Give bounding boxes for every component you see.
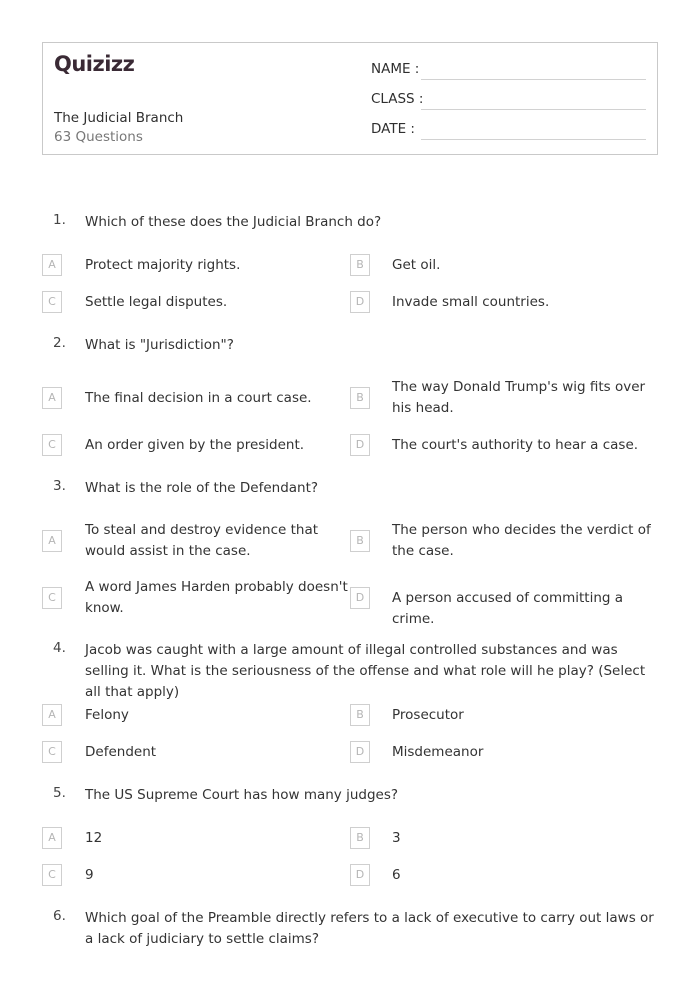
option-text: A word James Harden probably doesn't know. (85, 579, 348, 616)
option-text: The court's authority to hear a case. (392, 437, 639, 453)
question-number: 3. (53, 478, 66, 494)
question-text: What is the role of the Defendant? (85, 480, 319, 496)
class-line[interactable] (421, 109, 646, 110)
option-text: The final decision in a court case. (85, 390, 312, 406)
question-text: Which of these does the Judicial Branch do? (85, 214, 382, 230)
option-text: 3 (392, 830, 401, 846)
option-letter-box[interactable]: D (350, 291, 370, 313)
date-label: DATE : (371, 121, 415, 137)
option-letter-box[interactable]: D (350, 741, 370, 763)
option-letter-box[interactable]: B (350, 704, 370, 726)
question-number: 2. (53, 335, 66, 351)
option-letter-box[interactable]: D (350, 587, 370, 609)
option-letter-box[interactable]: C (42, 291, 62, 313)
option-text: To steal and destroy evidence that would assist in the case. (85, 522, 319, 559)
class-label: CLASS : (371, 91, 424, 107)
option-letter-box[interactable]: C (42, 587, 62, 609)
name-label: NAME : (371, 61, 420, 77)
option-letter-box[interactable]: D (350, 864, 370, 886)
quizizz-logo: Quizizz (54, 52, 135, 76)
question-text: Jacob was caught with a large amount of illegal controlled substances and was selling it. What is the seriousness of the offense and what role will he play? (Select all that apply) (85, 642, 646, 700)
option-text: Prosecutor (392, 707, 464, 723)
date-line[interactable] (421, 139, 646, 140)
option-letter-box[interactable]: D (350, 434, 370, 456)
option-letter-box[interactable]: C (42, 864, 62, 886)
option-letter-box[interactable]: B (350, 254, 370, 276)
question-number: 6. (53, 908, 66, 924)
option-text: A person accused of committing a crime. (392, 590, 624, 627)
option-letter-box[interactable]: A (42, 704, 62, 726)
question-number: 5. (53, 785, 66, 801)
question-number: 1. (53, 212, 66, 228)
question-text: What is "Jurisdiction"? (85, 337, 234, 353)
option-letter-box[interactable]: B (350, 530, 370, 552)
question-number: 4. (53, 640, 66, 656)
option-letter-box[interactable]: A (42, 254, 62, 276)
option-letter-box[interactable]: A (42, 387, 62, 409)
option-text: The person who decides the verdict of the case. (392, 522, 651, 559)
question-text: The US Supreme Court has how many judges? (85, 787, 399, 803)
option-text: 9 (85, 867, 94, 883)
option-letter-box[interactable]: C (42, 434, 62, 456)
option-text: Get oil. (392, 257, 441, 273)
option-text: An order given by the president. (85, 437, 305, 453)
option-letter-box[interactable]: A (42, 530, 62, 552)
option-text: Settle legal disputes. (85, 294, 228, 310)
option-text: Invade small countries. (392, 294, 550, 310)
option-text: Defendent (85, 744, 157, 760)
worksheet-title: The Judicial Branch (54, 110, 184, 126)
option-text: 12 (85, 830, 103, 846)
option-text: The way Donald Trump's wig fits over his head. (392, 379, 646, 416)
option-text: Felony (85, 707, 129, 723)
option-letter-box[interactable]: B (350, 387, 370, 409)
option-letter-box[interactable]: C (42, 741, 62, 763)
worksheet-header (42, 42, 658, 155)
option-text: Misdemeanor (392, 744, 484, 760)
option-letter-box[interactable]: A (42, 827, 62, 849)
option-text: Protect majority rights. (85, 257, 241, 273)
question-count: 63 Questions (54, 129, 143, 145)
name-line[interactable] (421, 79, 646, 80)
option-letter-box[interactable]: B (350, 827, 370, 849)
question-text: Which goal of the Preamble directly refers to a lack of executive to carry out laws or a lack of judiciary to settle claims? (85, 910, 654, 947)
option-text: 6 (392, 867, 401, 883)
